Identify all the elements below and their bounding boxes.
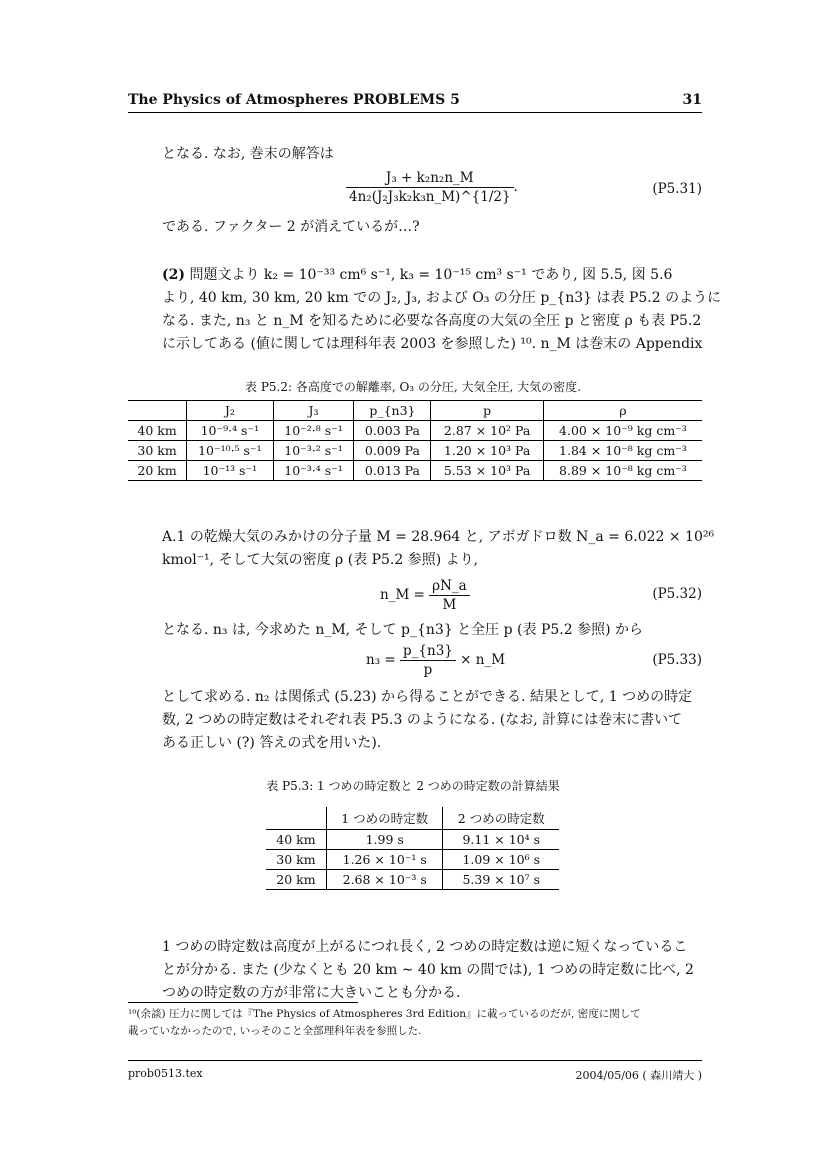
table-header-cell: 2 つめの時定数 (443, 807, 559, 830)
footnote (128, 1006, 702, 1040)
table-p5-3 (266, 807, 559, 890)
table-cell: 30 km (137, 443, 177, 458)
table-cell: 20 km (137, 463, 177, 478)
footer-date-author: 2004/05/06 ( 森川靖大 ) (575, 1069, 702, 1082)
table-cell: 10⁻¹⁰·⁵ s⁻¹ (187, 441, 274, 461)
para6-line3: つめの時定数の方が非常に大きいことも分かる. (162, 985, 461, 1001)
eq33-rhs: × n_M (460, 652, 506, 668)
running-header (128, 90, 702, 113)
table-header-cell: p (431, 401, 543, 421)
table-row (128, 461, 702, 481)
table-p5-2 (128, 400, 702, 481)
para5-line2: 数, 2 つめの時定数はそれぞれ表 P5.3 のようになる. (なお, 計算には巻末に書いて (162, 712, 683, 728)
table-header-cell: 1 つめの時定数 (326, 807, 443, 830)
section2-lead: (2) (162, 267, 185, 283)
page-number: 31 (682, 92, 702, 108)
table-cell: 30 km (276, 852, 316, 867)
para6-line1: 1 つめの時定数は高度が上がるにつれ長く, 2 つめの時定数は逆に短くなっているこ (162, 939, 688, 955)
table-cell: 40 km (137, 423, 177, 438)
para5-line3: ある正しい (?) 答えの式を用いた). (162, 735, 382, 751)
footnote-line2: 載っていなかったので, いっそのこと全部理科年表を参照した. (128, 1025, 422, 1037)
table-cell: 5.53 × 10³ Pa (431, 461, 543, 481)
table-p5-3-caption: 表 P5.3: 1 つめの時定数と 2 つめの時定数の計算結果 (266, 779, 560, 793)
table-cell: 1.84 × 10⁻⁸ kg cm⁻³ (543, 441, 702, 461)
eq32-lhs: n_M = (380, 587, 425, 603)
equation-p5-31: $\frac{\text{J₃ + k₂n₂n\_M}}{\text{4n₂(J₂J₃k₂k₃n\_M)\textasciicircum{}\{1/2\}}}$ . (346, 170, 518, 205)
eq31-denominator: 4n₂(J₂J₃k₂k₃n_M)^{1/2} (349, 189, 511, 205)
table-header-row (266, 807, 559, 830)
footer-filename: prob0513.tex (128, 1067, 203, 1080)
footnote-line1: ¹⁰(余談) 圧力に関しては『The Physics of Atmospheres 3rd Edition』に載っているのだが, 密度に関して (128, 1008, 641, 1020)
section2-line4: に示してある (値に関しては理科年表 2003 を参照した) ¹⁰. n_M は巻末の Appendix (162, 336, 703, 352)
eq31-label: (P5.31) (652, 181, 702, 197)
eq33-lhs: n₃ = (366, 652, 396, 668)
table-cell: 9.11 × 10⁴ s (443, 830, 559, 850)
table-cell: 1.09 × 10⁶ s (443, 850, 559, 870)
table-p5-2-caption: 表 P5.2: 各高度での解離率, O₃ の分圧, 大気全圧, 大気の密度. (245, 380, 581, 394)
header-title: The Physics of Atmospheres PROBLEMS 5 (128, 92, 460, 108)
table-cell: 10⁻³·² s⁻¹ (273, 441, 354, 461)
table-cell: 0.009 Pa (354, 441, 431, 461)
eq33-label: (P5.33) (652, 652, 702, 668)
table-cell: 1.20 × 10³ Pa (431, 441, 543, 461)
table-cell: 40 km (276, 832, 316, 847)
eq33-numerator: p_{n3} (400, 643, 456, 661)
section2-line3: なる. また, n₃ と n_M を知るために必要な各高度の大気の全圧 p と密度 ρ も表 P5.2 (162, 313, 702, 329)
table-cell: 1.99 s (326, 830, 443, 850)
para6-line2: とが分かる. また (少なくとも 20 km ∼ 40 km の間では), 1 つめの時定数に比べ, 2 (162, 962, 694, 978)
table-cell: 0.003 Pa (354, 421, 431, 441)
table-cell: 0.013 Pa (354, 461, 431, 481)
equation-p5-33 (366, 643, 505, 678)
table-header-cell: J₂ (187, 401, 274, 421)
para5-line1: として求める. n₂ は関係式 (5.23) から得ることができる. 結果として, 1 つめの時定 (162, 689, 693, 705)
table-row (266, 870, 559, 890)
table-header-cell (266, 807, 326, 830)
table-cell: 10⁻²·⁸ s⁻¹ (273, 421, 354, 441)
equation-p5-32 (380, 578, 470, 613)
table-header-cell: ρ (543, 401, 702, 421)
table-row (128, 421, 702, 441)
eq32-label: (P5.32) (652, 586, 702, 602)
eq32-numerator: ρN_a (429, 578, 470, 596)
table-row (128, 441, 702, 461)
section2-line2: より, 40 km, 30 km, 20 km での J₂, J₃, および O₃ の分圧 p_{n3} は表 P5.2 のように (162, 290, 722, 306)
table-cell: 8.89 × 10⁻⁸ kg cm⁻³ (543, 461, 702, 481)
table-cell: 4.00 × 10⁻⁹ kg cm⁻³ (543, 421, 702, 441)
table-cell: 5.39 × 10⁷ s (443, 870, 559, 890)
paragraph-factor: である. ファクター 2 が消えているが…? (162, 219, 420, 235)
table-cell: 20 km (276, 872, 316, 887)
footnote-rule (128, 1002, 358, 1003)
table-cell: 10⁻¹³ s⁻¹ (187, 461, 274, 481)
table-cell: 2.87 × 10² Pa (431, 421, 543, 441)
table-cell: 2.68 × 10⁻³ s (326, 870, 443, 890)
table-row (266, 830, 559, 850)
paragraph-intro: となる. なお, 巻末の解答は (162, 146, 334, 162)
section2-line1 (162, 264, 702, 287)
eq32-denominator: M (442, 597, 457, 613)
table-header-cell: J₃ (273, 401, 354, 421)
eq31-numerator: J₃ + k₂n₂n_M (346, 170, 514, 188)
paragraph-n3: となる. n₃ は, 今求めた n_M, そして p_{n3} と全圧 p (表 P5.2 参照) から (162, 622, 644, 638)
eq33-denominator: p (423, 662, 433, 678)
table-row (266, 850, 559, 870)
para3-line1: A.1 の乾燥大気のみかけの分子量 M = 28.964 と, アボガドロ数 N_a = 6.022 × 10²⁶ (162, 529, 715, 545)
table-cell: 10⁻⁹·⁴ s⁻¹ (187, 421, 274, 441)
section2-line1-text: 問題文より k₂ = 10⁻³³ cm⁶ s⁻¹, k₃ = 10⁻¹⁵ cm³ s⁻¹ であり, 図 5.5, 図 5.6 (189, 267, 673, 283)
table-cell: 10⁻³·⁴ s⁻¹ (273, 461, 354, 481)
running-footer (128, 1060, 702, 1082)
para3-line2: kmol⁻¹, そして大気の密度 ρ (表 P5.2 参照) より, (162, 552, 479, 568)
table-header-row (128, 401, 702, 421)
table-cell: 1.26 × 10⁻¹ s (326, 850, 443, 870)
table-header-cell (128, 401, 187, 421)
table-header-cell: p_{n3} (354, 401, 431, 421)
